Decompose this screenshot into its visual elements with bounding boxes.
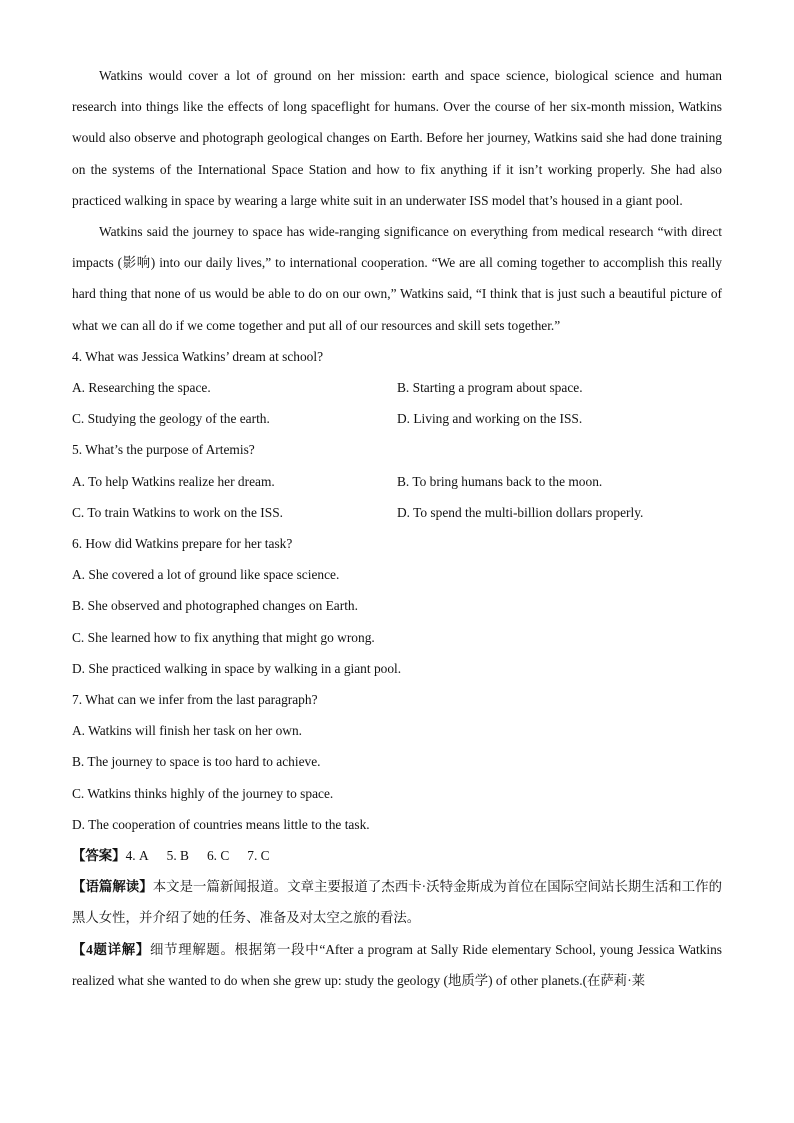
question-4-options-row-2	[72, 403, 722, 434]
document-page	[72, 60, 722, 996]
answer-4: 4. A	[125, 848, 149, 864]
question-5-option-a: A. To help Watkins realize her dream.	[72, 473, 275, 489]
question-7-option-d: D. The cooperation of countries means little to the task.	[72, 816, 370, 832]
question-4-stem: 4. What was Jessica Watkins’ dream at school?	[72, 348, 324, 364]
analysis-paragraph	[72, 871, 722, 933]
detail-4-label: 【4题详解】	[72, 941, 150, 957]
answer-key	[72, 840, 722, 871]
passage-paragraph-1: Watkins would cover a lot of ground on her mission: earth and space science, biological science and human research into things like the effects of long spaceflight for humans. Over the course of her six-month mission, Watkins would also observe and photograph geological changes on Earth. Before her journey, Watkins said she had done training on the systems of the International Space Station and how to fix anything if it isn’t working properly. She had also practiced walking in space by wearing a large white suit in an underwater ISS model that’s housed in a giant pool.	[72, 68, 722, 208]
question-6-option-a: A. She covered a lot of ground like space science.	[72, 567, 340, 583]
question-6-option-d: D. She practiced walking in space by walking in a giant pool.	[72, 660, 402, 676]
question-5-stem: 5. What’s the purpose of Artemis?	[72, 442, 255, 458]
question-5-option-c: C. To train Watkins to work on the ISS.	[72, 504, 283, 520]
detail-4-paragraph	[72, 934, 722, 996]
answer-label: 【答案】	[72, 848, 126, 864]
question-4-options-row-1	[72, 372, 722, 403]
question-7-option-c: C. Watkins thinks highly of the journey to space.	[72, 785, 334, 801]
answer-5: 5. B	[166, 848, 189, 864]
question-4-option-a: A. Researching the space.	[72, 380, 211, 396]
passage-paragraph-2: Watkins said the journey to space has wide-ranging significance on everything from medical research “with direct impacts (影响) into our daily lives,” to international cooperation. “We are all coming together to accomplish this really hard thing that none of us would be able to do on our own,” Watkins said, “I think that is just such a beautiful picture of what we can all do if we come together and put all of our resources and skill sets together.”	[72, 224, 722, 333]
analysis-text: 本文是一篇新闻报道。文章主要报道了杰西卡·沃特金斯成为首位在国际空间站长期生活和工作的黑人女性，并介绍了她的任务、准备及对太空之旅的看法。	[72, 879, 722, 926]
question-4-option-c: C. Studying the geology of the earth.	[72, 411, 270, 427]
question-6-option-b: B. She observed and photographed changes on Earth.	[72, 598, 358, 614]
question-6-stem: 6. How did Watkins prepare for her task?	[72, 536, 293, 552]
question-7-stem: 7. What can we infer from the last paragraph?	[72, 692, 318, 708]
answer-7: 7. C	[247, 848, 270, 864]
question-4-option-b: B. Starting a program about space.	[397, 380, 583, 396]
question-5-option-b: B. To bring humans back to the moon.	[397, 473, 603, 489]
question-5-option-d: D. To spend the multi-billion dollars properly.	[397, 504, 644, 520]
analysis-label: 【语篇解读】	[72, 879, 153, 895]
question-4-option-d: D. Living and working on the ISS.	[397, 411, 583, 427]
detail-4-text: 细节理解题。根据第一段中“After a program at Sally Ride elementary School, young Jessica Watkins realized what she wanted to do when she grew up: study the geology (地质学) of other planets.(在萨莉·莱	[72, 941, 722, 988]
question-5-options-row-1	[72, 466, 722, 497]
question-6-option-c: C. She learned how to fix anything that might go wrong.	[72, 629, 375, 645]
question-5-options-row-2	[72, 497, 722, 528]
question-7-option-b: B. The journey to space is too hard to achieve.	[72, 754, 321, 770]
question-7-option-a: A. Watkins will finish her task on her own.	[72, 723, 303, 739]
answer-6: 6. C	[206, 848, 230, 864]
